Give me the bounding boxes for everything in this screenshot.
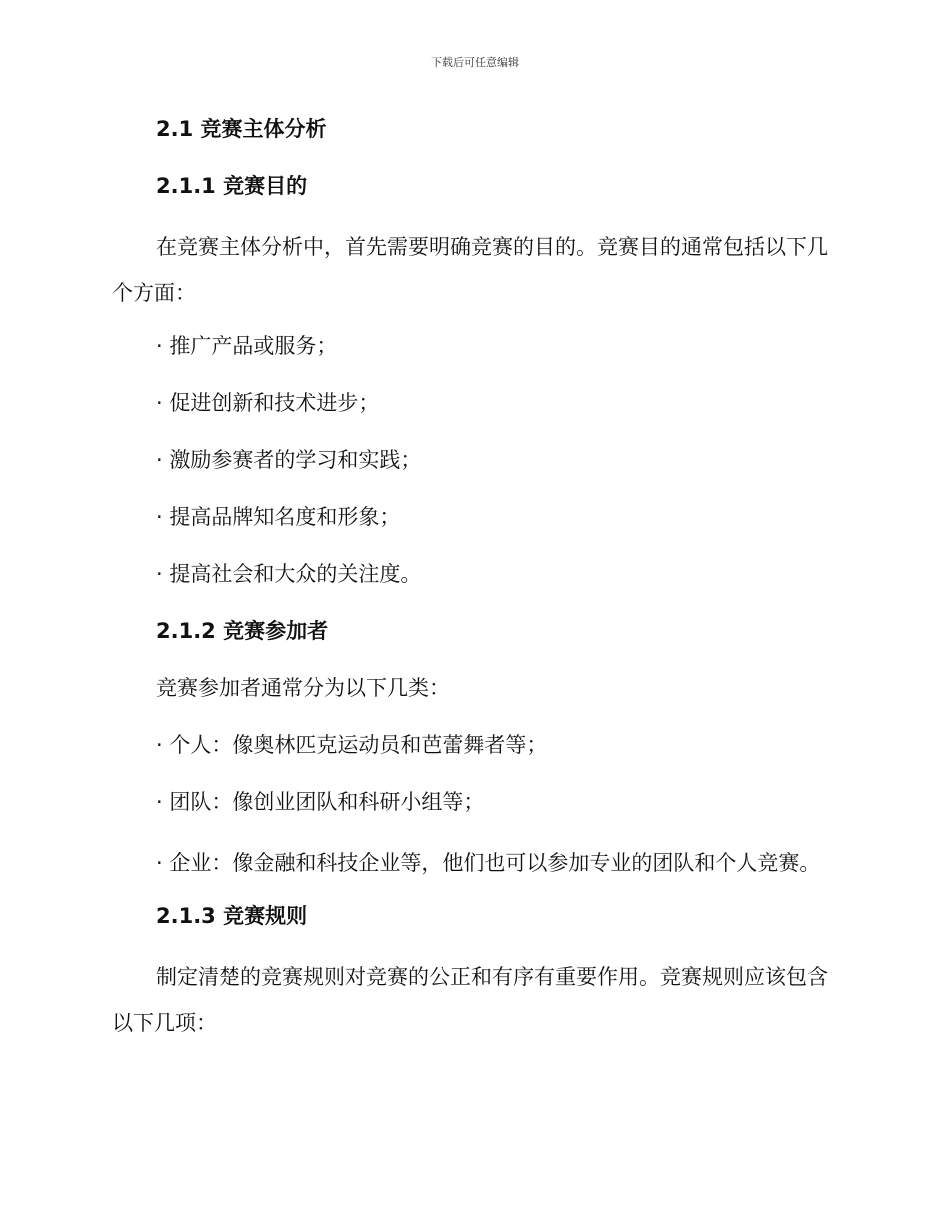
subsection-heading-2-1-3: 2.1.3 竞赛规则	[156, 904, 308, 928]
document-body	[112, 110, 832, 1057]
list-item-purpose-3: · 激励参赛者的学习和实践；	[156, 448, 422, 472]
list-item-participant-team: · 团队：像创业团队和科研小组等；	[156, 790, 485, 814]
page-header: 下载后可任意编辑	[431, 56, 519, 69]
list-item-purpose-4: · 提高品牌知名度和形象；	[156, 505, 401, 529]
paragraph-rules-intro: 制定清楚的竞赛规则对竞赛的公正和有序有重要作用。竞赛规则应该包含以下几项：	[112, 965, 828, 1035]
paragraph-purpose-intro: 在竞赛主体分析中，首先需要明确竞赛的目的。竞赛目的通常包括以下几个方面：	[112, 235, 828, 305]
list-item-participant-individual: · 个人：像奥林匹克运动员和芭蕾舞者等；	[156, 733, 548, 757]
list-item-purpose-2: · 促进创新和技术进步；	[156, 391, 380, 415]
list-item-purpose-5: · 提高社会和大众的关注度。	[156, 562, 422, 586]
subsection-heading-2-1-2: 2.1.2 竞赛参加者	[156, 619, 329, 643]
list-item-participant-enterprise: · 企业：像金融和科技企业等，他们也可以参加专业的团队和个人竞赛。	[156, 851, 821, 875]
section-heading-2-1: 2.1 竞赛主体分析	[156, 117, 327, 141]
paragraph-participants-intro: 竞赛参加者通常分为以下几类：	[156, 676, 450, 700]
list-item-purpose-1: · 推广产品或服务；	[156, 334, 338, 358]
subsection-heading-2-1-1: 2.1.1 竞赛目的	[156, 174, 308, 198]
